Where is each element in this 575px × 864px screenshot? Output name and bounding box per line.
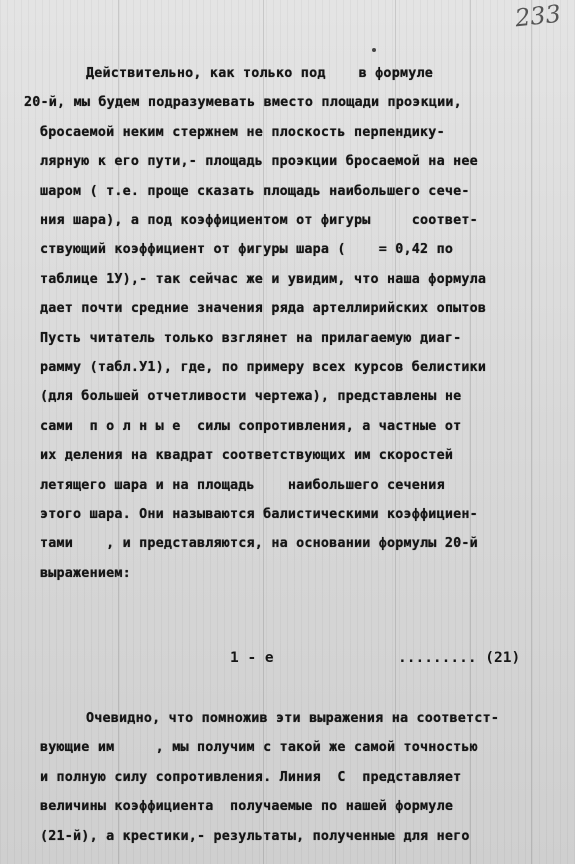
formula-21 bbox=[0, 650, 575, 674]
text-line: Очевидно, что помножив эти выражения на соответст- bbox=[86, 711, 500, 726]
text-line: таблице 1У),- так сейчас же и увидим, что наша формула bbox=[40, 271, 487, 287]
text-line: лярную к его пути,- площадь проэкции бросаемой на нее bbox=[40, 154, 478, 170]
text-line: Действительно, как только под в формуле bbox=[86, 66, 433, 81]
text-line: Пусть читатель только взглянет на прилагаемую диаг- bbox=[40, 330, 462, 346]
scan-streak bbox=[470, 0, 471, 864]
text-line: дает почти средние значения ряда артеллирийских опытов bbox=[40, 301, 487, 317]
text-line: 20-й, мы будем подразумевать вместо площади проэкции, bbox=[24, 95, 462, 111]
text-line: ния шара), а под коэффициентом от фигуры соответ- bbox=[40, 213, 478, 228]
text-line: летящего шара и на площадь наибольшего сечения bbox=[40, 477, 445, 493]
scan-streak bbox=[531, 0, 532, 864]
text-line: этого шара. Они называются балистическими коэффициен- bbox=[40, 507, 478, 522]
page-number: 233 bbox=[513, 0, 563, 33]
text-line: тами , и представляются, на основании формулы 20-й bbox=[40, 536, 478, 552]
text-line: (21-й), а крестики,- результаты, полученные для него bbox=[40, 828, 470, 844]
text-line: их деления на квадрат соответствующих им скоростей bbox=[40, 448, 454, 464]
text-line: величины коэффициента получаемые по нашей формуле bbox=[40, 799, 454, 815]
text-line: ствующий коэффициент от фигуры шара ( = 0,42 по bbox=[40, 242, 454, 258]
formula-number: ......... (21) bbox=[398, 650, 521, 666]
formula-expression: 1 - е bbox=[230, 650, 274, 666]
text-line: выражением: bbox=[40, 565, 131, 581]
text-line: рамму (табл.У1), где, по примеру всех курсов белистики bbox=[40, 360, 487, 375]
text-line: сами п о л н ы е силы сопротивления, а частные от bbox=[40, 418, 462, 434]
text-line: бросаемой неким стержнем не плоскость перпендику- bbox=[40, 124, 445, 140]
punch-mark bbox=[372, 48, 376, 52]
text-line: и полную силу сопротивления. Линия С представляет bbox=[40, 769, 462, 785]
text-line: вующие им , мы получим с такой же самой точностью bbox=[40, 740, 478, 756]
text-line: шаром ( т.е. проще сказать площадь наибольшего сече- bbox=[40, 183, 470, 199]
text-line: (для большей отчетливости чертежа), представлены не bbox=[40, 389, 462, 405]
